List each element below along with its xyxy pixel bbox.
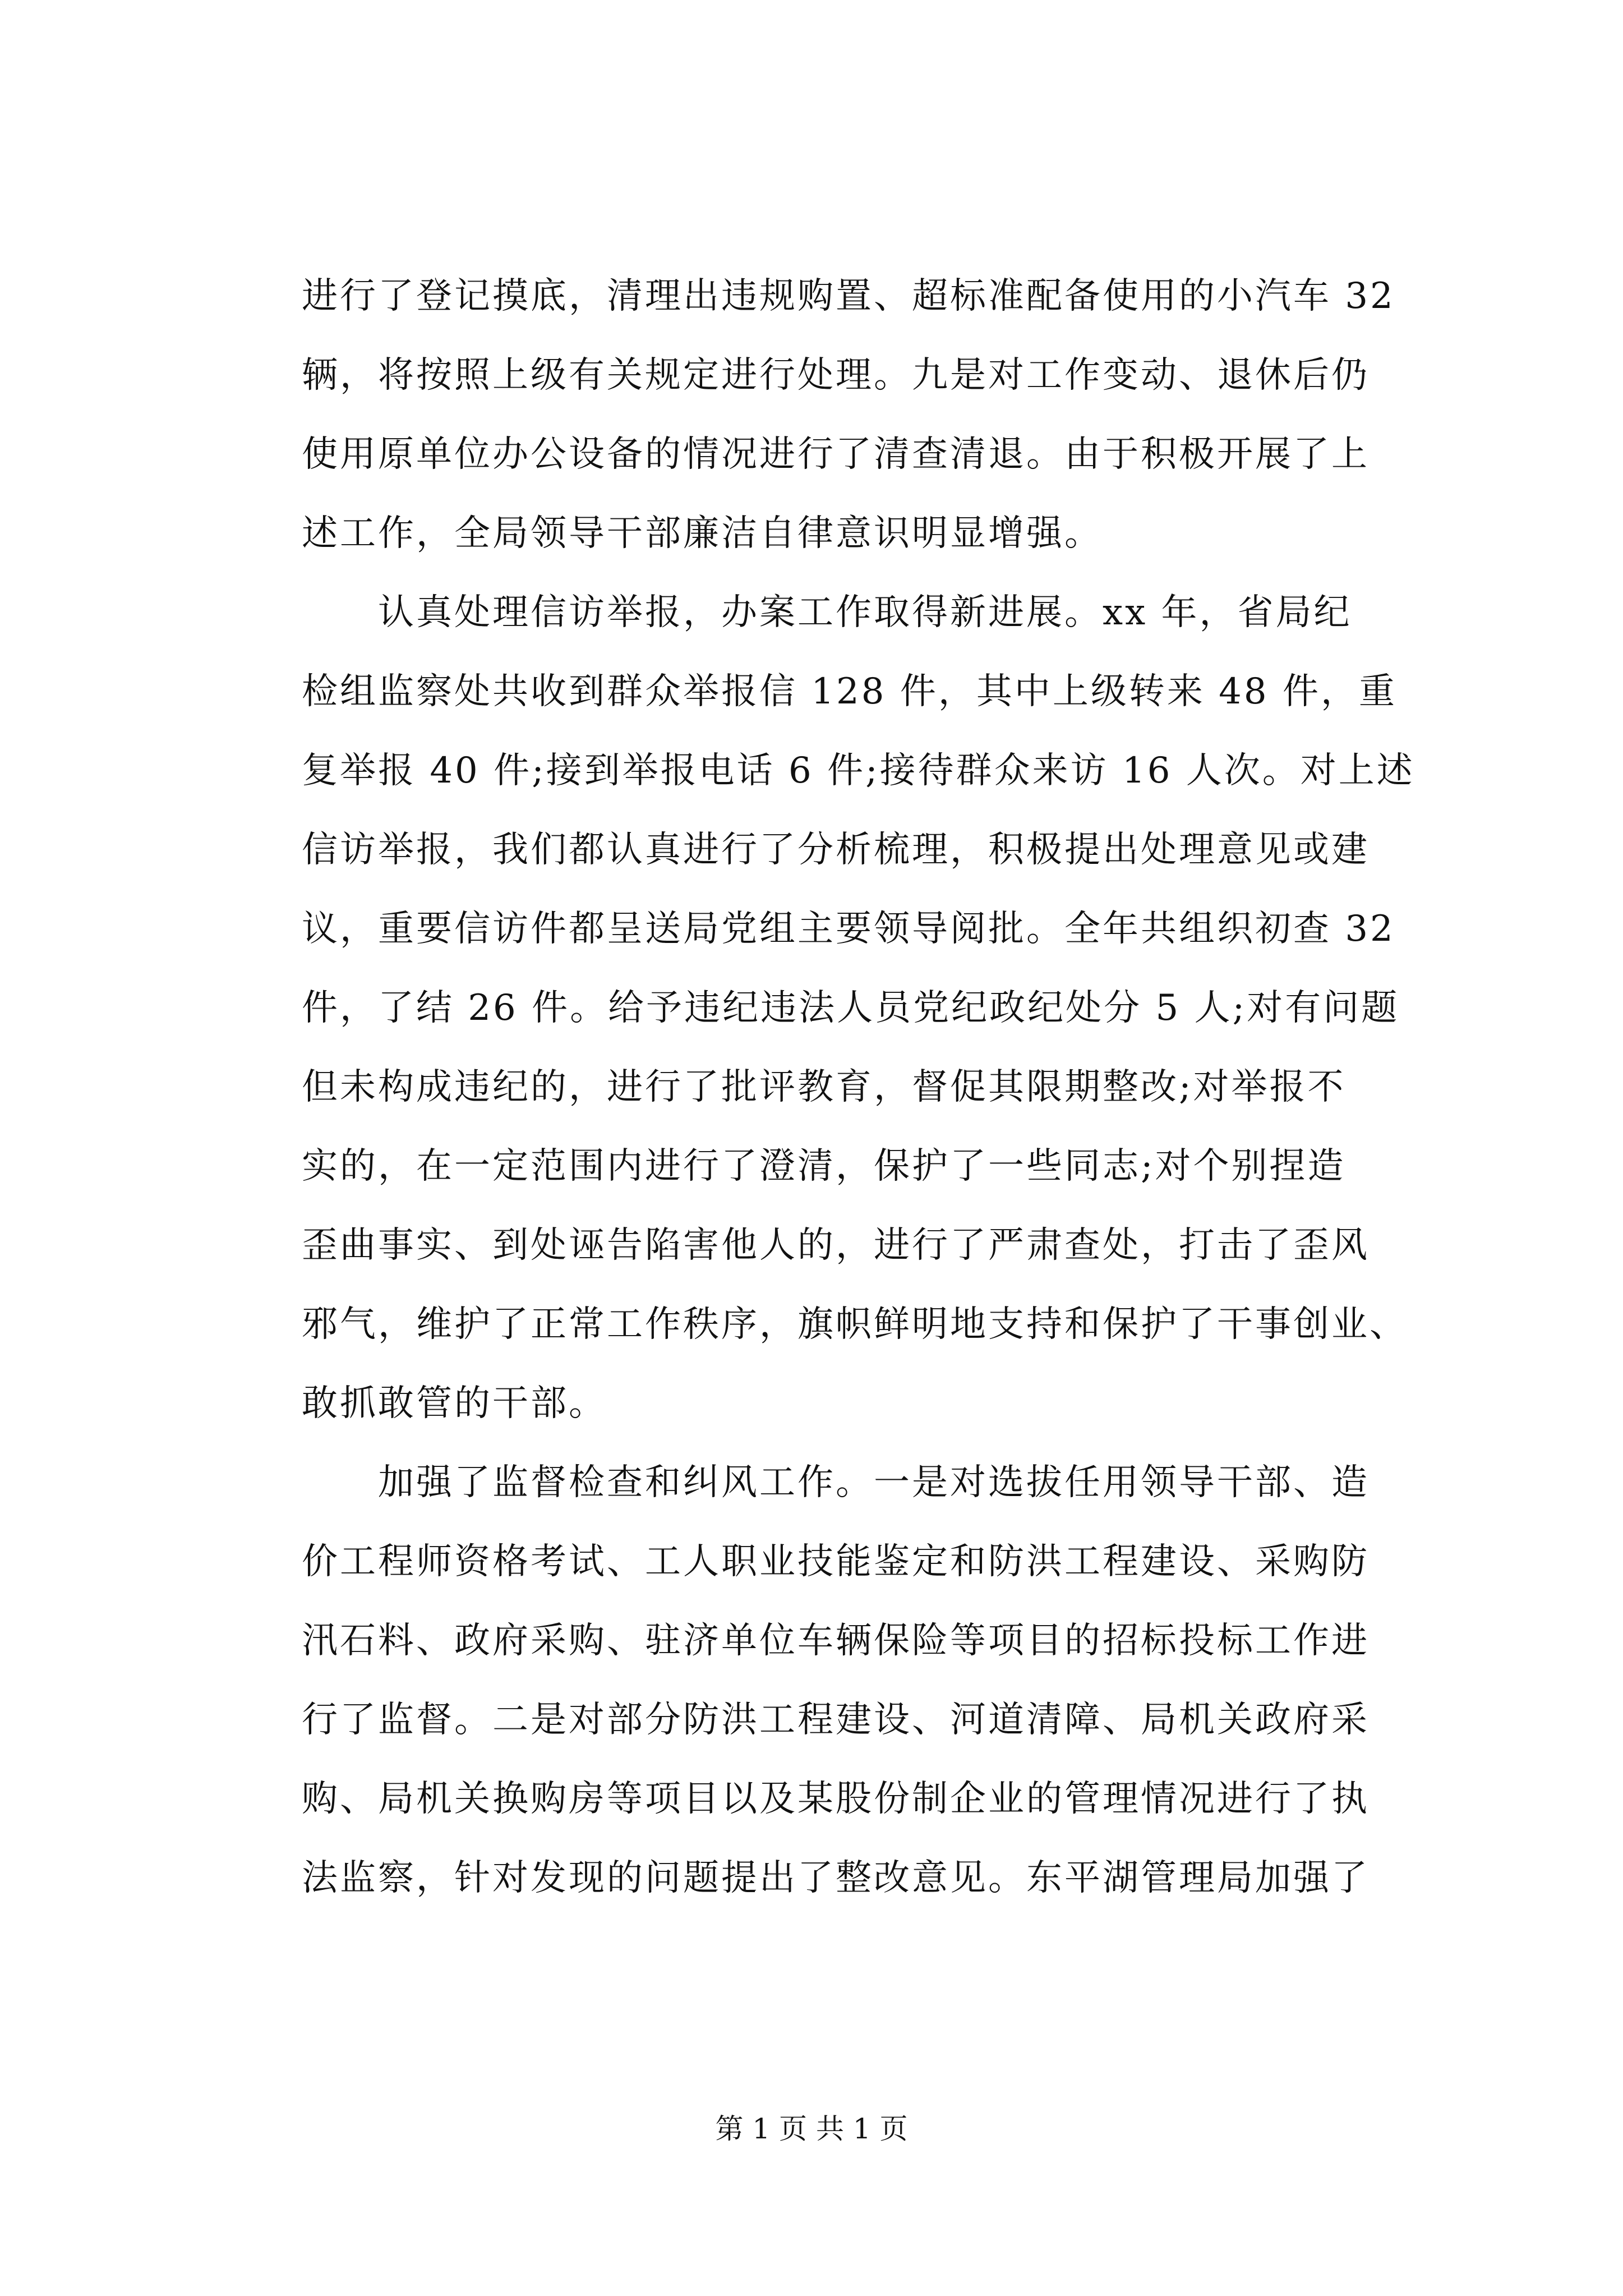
document-body	[302, 257, 1418, 1918]
paragraph-2	[302, 573, 1418, 1443]
paragraph-1	[302, 257, 1418, 573]
text-line: 歪曲事实、到处诬告陷害他人的，进行了严肃查处，打击了歪风	[302, 1225, 1370, 1266]
text-line: 汛石料、政府采购、驻济单位车辆保险等项目的招标投标工作进	[302, 1620, 1370, 1662]
text-line: 检组监察处共收到群众举报信 128 件，其中上级转来 48 件，重	[302, 671, 1397, 712]
text-line: 复举报 40 件;接到举报电话 6 件;接待群众来访 16 人次。对上述	[302, 750, 1415, 792]
text-line: 议，重要信访件都呈送局党组主要领导阅批。全年共组织初查 32	[302, 908, 1395, 950]
text-line: 进行了登记摸底，清理出违规购置、超标准配备使用的小汽车 32	[302, 275, 1395, 317]
text-line: 辆，将按照上级有关规定进行处理。九是对工作变动、退休后仍	[302, 355, 1370, 396]
text-line: 购、局机关换购房等项目以及某股份制企业的管理情况进行了执	[302, 1778, 1370, 1820]
text-line: 认真处理信访举报，办案工作取得新进展。xx 年，省局纪	[302, 592, 1352, 633]
text-line: 件，了结 26 件。给予违纪违法人员党纪政纪处分 5 人;对有问题	[302, 987, 1400, 1029]
page-footer: 第 1 页 共 1 页	[715, 2113, 908, 2145]
text-line: 信访举报，我们都认真进行了分析梳理，积极提出处理意见或建	[302, 829, 1370, 871]
text-line: 敢抓敢管的干部。	[302, 1383, 607, 1424]
text-line: 行了监督。二是对部分防洪工程建设、河道清障、局机关政府采	[302, 1699, 1370, 1741]
paragraph-3	[302, 1443, 1418, 1918]
text-line: 法监察，针对发现的问题提出了整改意见。东平湖管理局加强了	[302, 1857, 1370, 1899]
text-line: 邪气，维护了正常工作秩序，旗帜鲜明地支持和保护了干事创业、	[302, 1304, 1408, 1345]
text-line: 使用原单位办公设备的情况进行了清查清退。由于积极开展了上	[302, 434, 1370, 475]
text-line: 但未构成违纪的，进行了批评教育，督促其限期整改;对举报不	[302, 1066, 1346, 1108]
text-line: 价工程师资格考试、工人职业技能鉴定和防洪工程建设、采购防	[302, 1541, 1370, 1582]
text-line: 实的，在一定范围内进行了澄清，保护了一些同志;对个别捏造	[302, 1145, 1346, 1187]
text-line: 加强了监督检查和纠风工作。一是对选拔任用领导干部、造	[302, 1462, 1370, 1503]
text-line: 述工作，全局领导干部廉洁自律意识明显增强。	[302, 513, 1103, 554]
